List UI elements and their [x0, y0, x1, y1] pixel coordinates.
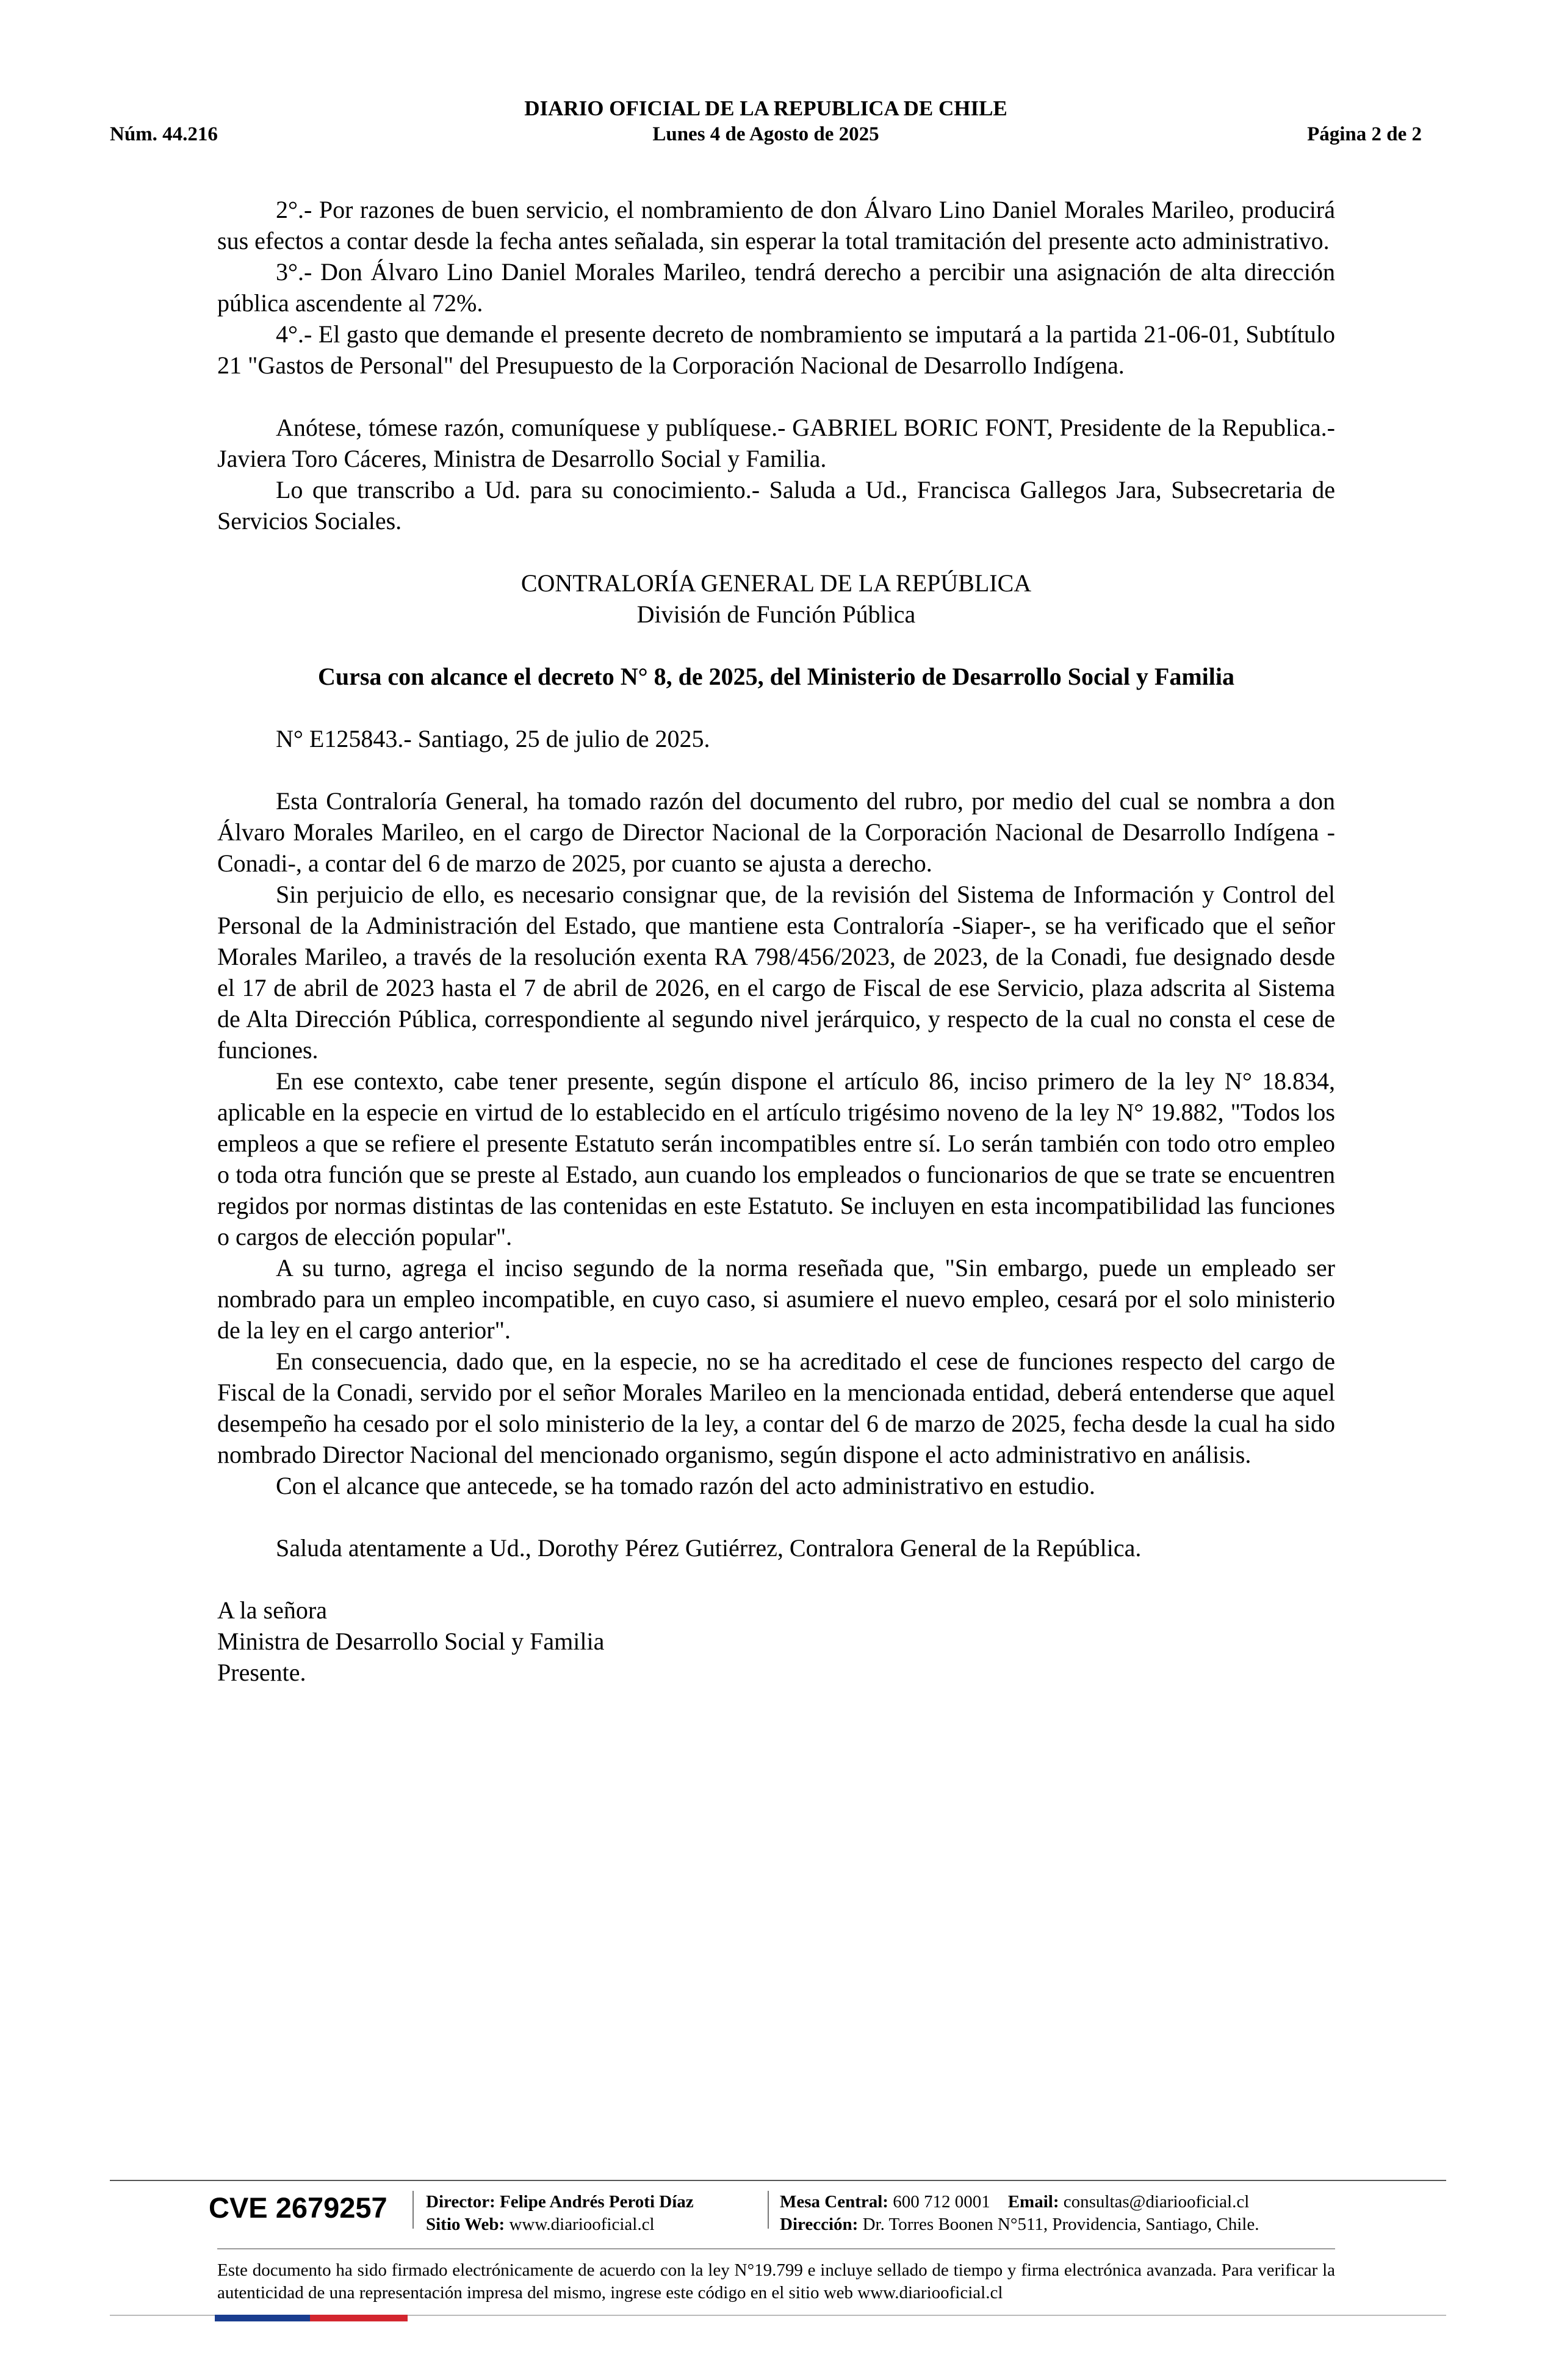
address-text: Dr. Torres Boonen N°511, Providencia, Santiago, Chile.	[862, 2215, 1259, 2234]
contraloria-paragraph: En consecuencia, dado que, en la especie, no se ha acreditado el cese de funciones respecto del cargo de Fiscal de la Conadi, servido por el señor Morales Marileo en la mencionada entidad, deberá entenderse que aquel desempeño ha cesado por el solo ministerio de la ley, a contar del 6 de marzo de 2025, fecha desde la cual ha sido nombrado Director Nacional del mencionado organismo, según dispone el acto administrativo en análisis.	[217, 1347, 1335, 1468]
flag-blue-stripe	[215, 2315, 310, 2321]
footer-top-rule	[110, 2180, 1446, 2181]
cve-code: CVE 2679257	[209, 2191, 387, 2224]
director-label: Director:	[426, 2192, 495, 2212]
footer-divider	[768, 2191, 769, 2229]
mesa-phone: 600 712 0001	[893, 2192, 990, 2212]
decree-transcription: Lo que transcribo a Ud. para su conocimiento.- Saluda a Ud., Francisca Gallegos Jara, Subsecretaria de Servicios Sociales.	[217, 476, 1335, 535]
contraloria-org: CONTRALORÍA GENERAL DE LA REPÚBLICA	[520, 569, 1032, 597]
flag-red-stripe	[310, 2315, 408, 2321]
contraloria-greeting: Saluda atentamente a Ud., Dorothy Pérez Gutiérrez, Contralora General de la República.	[276, 1534, 1142, 1562]
contraloria-paragraph: A su turno, agrega el inciso segundo de la norma reseñada que, "Sin embargo, puede un empleado ser nombrado para un empleo incompatible, en cuyo caso, si asumiere el nuevo empleo, cesará por el solo ministerio de la ley en el cargo anterior".	[217, 1254, 1335, 1344]
gazette-title: DIARIO OFICIAL DE LA REPUBLICA DE CHILE	[524, 96, 1007, 120]
contraloria-paragraph: En ese contexto, cabe tener presente, según dispone el artículo 86, inciso primero de la ley N° 18.834, aplicable en la especie en virtud de lo establecido en el artículo trigésimo noveno de la ley N° 19.882, "Todos los empleos a que se refiere el presente Estatuto serán incompatibles entre sí. Lo serán también con todo otro empleo o toda otra función que se preste al Estado, aun cuando los empleados o funcionarios de que se trate se encuentren regidos por normas distintas de las contenidas en este Estatuto. Se incluyen en esta incompatibilidad las funciones o cargos de elección popular".	[217, 1067, 1335, 1250]
issue-date: Lunes 4 de Agosto de 2025	[652, 123, 879, 145]
decree-closing: Anótese, tómese razón, comuníquese y publíquese.- GABRIEL BORIC FONT, Presidente de la Republica.- Javiera Toro Cáceres, Ministra de Desarrollo Social y Familia.	[217, 414, 1335, 472]
director-name: Felipe Andrés Peroti Díaz	[500, 2192, 694, 2212]
contraloria-paragraph: Con el alcance que antecede, se ha tomado razón del acto administrativo en estudio.	[276, 1472, 1095, 1499]
mesa-label: Mesa Central:	[780, 2192, 888, 2212]
footer-inner-rule	[217, 2248, 1335, 2249]
footer-divider	[412, 2191, 414, 2229]
addressee-line: A la señora	[217, 1596, 327, 1624]
document-body	[217, 194, 1335, 1688]
decree-article-2: 2°.- Por razones de buen servicio, el nombramiento de don Álvaro Lino Daniel Morales Marileo, producirá sus efectos a contar desde la fecha antes señalada, sin esperar la total tramitación del presente acto administrativo.	[217, 196, 1335, 254]
contraloria-heading: Cursa con alcance el decreto N° 8, de 2025, del Ministerio de Desarrollo Social y Familia	[317, 663, 1235, 690]
email-label: Email:	[1007, 2192, 1059, 2212]
decree-article-4: 4°.- El gasto que demande el presente decreto de nombramiento se imputará a la partida 21-06-01, Subtítulo 21 "Gastos de Personal" del Presupuesto de la Corporación Nacional de Desarrollo Indígena.	[217, 320, 1335, 379]
issue-number: Núm. 44.216	[110, 123, 218, 145]
signature-disclaimer: Este documento ha sido firmado electrónicamente de acuerdo con la ley N°19.799 e incluye sellado de tiempo y firma electrónica avanzada. Para verificar la autenticidad de una representación impresa del mismo, ingrese este código en el sitio web www.diariooficial.cl	[217, 2260, 1335, 2302]
footer-director-block	[426, 2191, 694, 2236]
email-link[interactable]: consultas@diariooficial.cl	[1063, 2192, 1250, 2212]
decree-article-3: 3°.- Don Álvaro Lino Daniel Morales Marileo, tendrá derecho a percibir una asignación de alta dirección pública ascendente al 72%.	[217, 258, 1335, 317]
contraloria-paragraph: Sin perjuicio de ello, es necesario consignar que, de la revisión del Sistema de Información y Control del Personal de la Administración del Estado, que mantiene esta Contraloría -Siaper-, se ha verificado que el señor Morales Marileo, a través de la resolución exenta RA 798/456/2023, de 2023, de la Conadi, fue designado desde el 17 de abril de 2023 hasta el 7 de abril de 2026, en el cargo de Fiscal de ese Servicio, plaza adscrita al Sistema de Alta Dirección Pública, correspondiente al segundo nivel jerárquico, y respecto de la cual no consta el cese de funciones.	[217, 881, 1335, 1064]
contraloria-reference: N° E125843.- Santiago, 25 de julio de 2025.	[276, 725, 710, 752]
footer-contact-block	[780, 2191, 1259, 2236]
site-label: Sitio Web:	[426, 2215, 505, 2234]
page-indicator: Página 2 de 2	[1307, 123, 1422, 145]
contraloria-paragraph: Esta Contraloría General, ha tomado razón del documento del rubro, por medio del cual se nombra a don Álvaro Morales Marileo, en el cargo de Director Nacional de la Corporación Nacional de Desarrollo Indígena -Conadi-, a contar del 6 de marzo de 2025, por cuanto se ajusta a derecho.	[217, 787, 1335, 877]
address-label: Dirección:	[780, 2215, 859, 2234]
addressee-line: Ministra de Desarrollo Social y Familia	[217, 1628, 605, 1655]
site-link[interactable]: www.diariooficial.cl	[509, 2215, 655, 2234]
contraloria-division: División de Función Pública	[636, 600, 916, 628]
page-header	[110, 96, 1422, 151]
addressee-line: Presente.	[217, 1659, 306, 1686]
